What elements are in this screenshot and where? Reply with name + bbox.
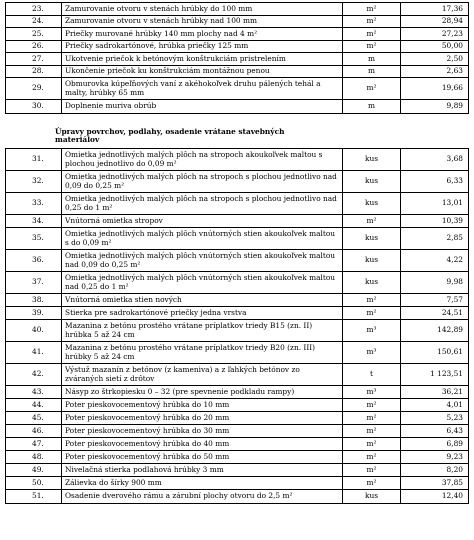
table-row [6,149,469,171]
item-description: Obmurovka kúpeľňových vaní z akéhokoľvek druhu pálených tehál a malty, hrúbky 65 mm [62,78,343,100]
table-row [6,53,469,66]
item-quantity: 36,21 [401,386,469,399]
item-unit: m³ [343,342,401,364]
item-number: 41. [6,342,62,364]
item-quantity: 6,33 [401,171,469,193]
item-quantity: 17,36 [401,3,469,16]
item-number: 44. [6,399,62,412]
table-row [6,464,469,477]
item-number: 29. [6,78,62,100]
item-description: Zamurovanie otvoru v stenách hrúbky nad 100 mm [62,15,343,28]
item-description: Mazanina z betónu prostého vrátane príplatkov triedy B20 (zn. III) hrúbky 5 až 24 cm [62,342,343,364]
item-quantity: 2,85 [401,228,469,250]
item-quantity: 28,94 [401,15,469,28]
table-row [6,215,469,228]
item-description: Omietka jednotlivých malých plôch na stropoch s plochou jednotlivo nad 0,25 do 1 m² [62,193,343,215]
item-number: 24. [6,15,62,28]
item-unit: m³ [343,320,401,342]
item-description: Omietka jednotlivých malých plôch vnútorných stien akoukoľvek maltou s do 0,09 m² [62,228,343,250]
item-quantity: 13,01 [401,193,469,215]
table-row [6,364,469,386]
item-unit: m³ [343,386,401,399]
item-description: Osadenie dverového rámu a zárubní plochy otvoru do 2,5 m² [62,490,343,504]
table-row [6,477,469,490]
item-unit: m² [343,28,401,41]
item-quantity: 9,89 [401,100,469,114]
item-number: 30. [6,100,62,114]
item-description: Omietka jednotlivých malých plôch vnútorných stien akoukoľvek maltou nad 0,09 do 0,25 m² [62,250,343,272]
item-description: Zálievka do šírky 900 mm [62,477,343,490]
table-row [6,386,469,399]
items-table-top [5,2,469,114]
item-unit: m [343,100,401,114]
item-number: 32. [6,171,62,193]
item-unit: kus [343,490,401,504]
item-quantity: 27,23 [401,28,469,41]
item-number: 38. [6,294,62,307]
table-row [6,399,469,412]
item-quantity: 9,98 [401,272,469,294]
item-unit: m² [343,215,401,228]
item-number: 49. [6,464,62,477]
item-quantity: 19,66 [401,78,469,100]
item-quantity: 6,89 [401,438,469,451]
item-quantity: 37,85 [401,477,469,490]
item-description: Násyp zo štrkopiesku 0 – 32 (pre spevnenie podkladu rampy) [62,386,343,399]
item-description: Ukončenie priečok ku konštrukciám montážnou penou [62,65,343,78]
table-row [6,490,469,504]
table-row [6,294,469,307]
item-quantity: 24,51 [401,307,469,320]
item-description: Doplnenie muriva obrúb [62,100,343,114]
item-number: 31. [6,149,62,171]
table-row [6,412,469,425]
item-number: 28. [6,65,62,78]
item-quantity: 2,63 [401,65,469,78]
item-number: 33. [6,193,62,215]
item-unit: m [343,53,401,66]
item-number: 34. [6,215,62,228]
item-quantity: 4,22 [401,250,469,272]
item-number: 39. [6,307,62,320]
item-description: Omietka jednotlivých malých plôch na stropoch akoukoľvek maltou s plochou jednotlivo do 0,09 m² [62,149,343,171]
item-quantity: 142,89 [401,320,469,342]
table-row [6,193,469,215]
item-description: Priečky sadrokartónové, hrúbka priečky 125 mm [62,40,343,53]
item-number: 45. [6,412,62,425]
table-row [6,250,469,272]
item-number: 26. [6,40,62,53]
table-row [6,342,469,364]
item-unit: t [343,364,401,386]
item-unit: m² [343,78,401,100]
item-description: Zamurovanie otvoru v stenách hrúbky do 100 mm [62,3,343,16]
item-description: Stierka pre sadrokartónové priečky jedna vrstva [62,307,343,320]
table-row [6,425,469,438]
table-row [6,320,469,342]
item-unit: m² [343,464,401,477]
item-number: 46. [6,425,62,438]
table-row [6,40,469,53]
item-unit: kus [343,228,401,250]
section-heading: Úpravy povrchov, podlahy, osadenie vrátane stavebných materiálov [55,127,285,145]
item-unit: m² [343,425,401,438]
item-unit: m² [343,40,401,53]
table-row [6,100,469,114]
item-description: Poter pieskovocementový hrúbka do 10 mm [62,399,343,412]
item-description: Omietka jednotlivých malých plôch na stropoch s plochou jednotlivo nad 0,09 do 0,25 m² [62,171,343,193]
item-number: 23. [6,3,62,16]
item-description: Poter pieskovocementový hrúbka do 50 mm [62,451,343,464]
item-quantity: 7,57 [401,294,469,307]
item-description: Výstuž mazanín z betónov (z kameniva) a z ľahkých betónov zo zváraných sietí z drôtov [62,364,343,386]
item-quantity: 3,68 [401,149,469,171]
item-number: 48. [6,451,62,464]
item-unit: m² [343,3,401,16]
item-number: 51. [6,490,62,504]
item-unit: m² [343,399,401,412]
item-unit: m² [343,451,401,464]
item-unit: m² [343,412,401,425]
item-description: Vnútorná omietka stropov [62,215,343,228]
item-number: 47. [6,438,62,451]
table-row [6,15,469,28]
item-unit: kus [343,171,401,193]
table-row [6,451,469,464]
item-description: Poter pieskovocementový hrúbka do 20 mm [62,412,343,425]
table-row [6,228,469,250]
item-description: Poter pieskovocementový hrúbka do 40 mm [62,438,343,451]
item-description: Vnútorná omietka stien nových [62,294,343,307]
item-unit: m² [343,294,401,307]
item-number: 25. [6,28,62,41]
item-number: 37. [6,272,62,294]
item-unit: kus [343,272,401,294]
item-quantity: 1 123,51 [401,364,469,386]
item-unit: kus [343,149,401,171]
table-row [6,3,469,16]
item-unit: m² [343,477,401,490]
item-description: Mazanina z betónu prostého vrátane príplatkov triedy B15 (zn. II) hrúbka 5 až 24 cm [62,320,343,342]
item-number: 35. [6,228,62,250]
items-table-bottom [5,148,469,504]
item-number: 43. [6,386,62,399]
item-number: 27. [6,53,62,66]
item-quantity: 150,61 [401,342,469,364]
item-number: 42. [6,364,62,386]
item-description: Omietka jednotlivých malých plôch vnútorných stien akoukoľvek maltou nad 0,25 do 1 m² [62,272,343,294]
table-row [6,65,469,78]
item-unit: m² [343,15,401,28]
table-row [6,171,469,193]
item-unit: kus [343,193,401,215]
item-quantity: 9,23 [401,451,469,464]
item-quantity: 2,50 [401,53,469,66]
table-row [6,28,469,41]
table-row [6,438,469,451]
item-unit: m² [343,438,401,451]
table-row [6,78,469,100]
item-quantity: 10,39 [401,215,469,228]
item-description: Poter pieskovocementový hrúbka do 30 mm [62,425,343,438]
item-number: 40. [6,320,62,342]
item-description: Nivelačná stierka podlahová hrúbky 3 mm [62,464,343,477]
item-quantity: 12,40 [401,490,469,504]
item-quantity: 5,23 [401,412,469,425]
item-description: Priečky murované hrúbky 140 mm plochy nad 4 m² [62,28,343,41]
item-quantity: 6,43 [401,425,469,438]
item-number: 50. [6,477,62,490]
item-quantity: 50,00 [401,40,469,53]
item-quantity: 4,01 [401,399,469,412]
item-description: Ukotvenie priečok k betónovým konštrukciám pristrelením [62,53,343,66]
item-number: 36. [6,250,62,272]
item-unit: m [343,65,401,78]
item-unit: kus [343,250,401,272]
table-row [6,272,469,294]
item-unit: m² [343,307,401,320]
table-row [6,307,469,320]
item-quantity: 8,20 [401,464,469,477]
